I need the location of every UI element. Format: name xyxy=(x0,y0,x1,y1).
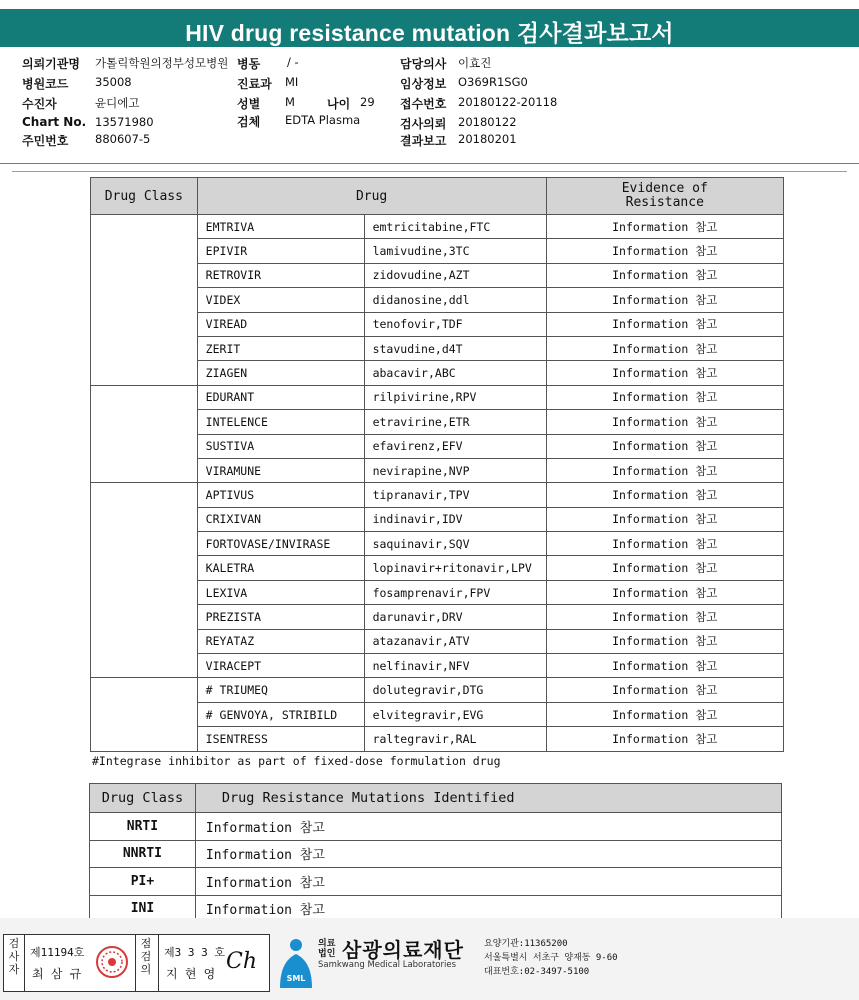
drug-class-header: Drug Class xyxy=(91,178,198,215)
drug-brand-cell: FORTOVASE/INVIRASE xyxy=(197,532,364,556)
drug-brand-cell: KALETRA xyxy=(197,556,364,580)
signature-box xyxy=(3,934,270,992)
drug-row xyxy=(91,678,784,702)
drug-brand-cell: ZIAGEN xyxy=(197,361,364,385)
drug-evidence-cell: Information 참고 xyxy=(546,532,783,556)
drug-brand-cell: ISENTRESS xyxy=(197,727,364,751)
drug-evidence-cell: Information 참고 xyxy=(546,702,783,726)
drug-brand-cell: # GENVOYA, STRIBILD xyxy=(197,702,364,726)
tester-license: 제11194호 xyxy=(30,946,85,959)
mutation-value: Information 참고 xyxy=(195,813,781,841)
drug-generic-cell: emtricitabine,FTC xyxy=(364,215,546,239)
header-divider xyxy=(0,163,859,164)
mutation-identified-header: Drug Resistance Mutations Identified xyxy=(195,784,781,813)
drug-evidence-table xyxy=(90,177,784,752)
drug-brand-cell: APTIVUS xyxy=(197,483,364,507)
drug-generic-cell: nelfinavir,NFV xyxy=(364,654,546,678)
drug-brand-cell: PREZISTA xyxy=(197,605,364,629)
header-rule xyxy=(12,171,847,172)
drug-generic-cell: tenofovir,TDF xyxy=(364,312,546,336)
drug-brand-cell: EDURANT xyxy=(197,385,364,409)
drug-brand-cell: EMTRIVA xyxy=(197,215,364,239)
drug-generic-cell: rilpivirine,RPV xyxy=(364,385,546,409)
drug-evidence-cell: Information 참고 xyxy=(546,556,783,580)
drug-class-cell xyxy=(91,215,198,386)
drug-evidence-cell: Information 참고 xyxy=(546,336,783,360)
drug-generic-cell: lopinavir+ritonavir,LPV xyxy=(364,556,546,580)
drug-evidence-cell: Information 참고 xyxy=(546,507,783,531)
drug-generic-cell: atazanavir,ATV xyxy=(364,629,546,653)
drug-evidence-cell: Information 참고 xyxy=(546,312,783,336)
drug-row xyxy=(91,215,784,239)
drug-brand-cell: CRIXIVAN xyxy=(197,507,364,531)
drug-evidence-cell: Information 참고 xyxy=(546,215,783,239)
seal-icon xyxy=(94,944,130,980)
drug-evidence-cell: Information 참고 xyxy=(546,727,783,751)
report-title: HIV drug resistance mutation 검사결과보고서 xyxy=(185,20,674,46)
drug-evidence-cell: Information 참고 xyxy=(546,678,783,702)
drug-class-cell xyxy=(91,483,198,678)
org-name: 삼광의료재단 xyxy=(342,938,464,962)
drug-row xyxy=(91,483,784,507)
drug-generic-cell: raltegravir,RAL xyxy=(364,727,546,751)
mutation-value: Information 참고 xyxy=(195,868,781,896)
mutation-class: INI xyxy=(90,895,196,923)
mutation-class: NNRTI xyxy=(90,840,196,868)
drug-brand-cell: RETROVIR xyxy=(197,263,364,287)
org-prefix: 의료법인 xyxy=(318,939,336,959)
drug-generic-cell: etravirine,ETR xyxy=(364,410,546,434)
org-code: 요양기관:11365200 xyxy=(484,939,568,949)
drug-evidence-cell: Information 참고 xyxy=(546,410,783,434)
drug-evidence-cell: Information 참고 xyxy=(546,361,783,385)
integrase-footnote: #Integrase inhibitor as part of fixed-dose formulation drug xyxy=(92,754,501,768)
reviewer-name: 지 현 영 xyxy=(166,967,216,981)
drug-generic-cell: didanosine,ddl xyxy=(364,288,546,312)
drug-brand-cell: INTELENCE xyxy=(197,410,364,434)
tester-label: 검 사 자 xyxy=(8,937,20,976)
drug-brand-cell: EPIVIR xyxy=(197,239,364,263)
mutation-value: Information 참고 xyxy=(195,840,781,868)
mutation-row xyxy=(90,813,782,841)
mutation-row xyxy=(90,868,782,896)
sml-logo-icon xyxy=(274,936,316,988)
drug-brand-cell: LEXIVA xyxy=(197,580,364,604)
drug-evidence-cell: Information 참고 xyxy=(546,605,783,629)
reviewer-label: 점 검 의 xyxy=(140,937,152,976)
drug-table-body xyxy=(91,215,784,752)
evidence-header: Evidence of Resistance xyxy=(546,178,783,215)
drug-generic-cell: zidovudine,AZT xyxy=(364,263,546,287)
drug-generic-cell: darunavir,DRV xyxy=(364,605,546,629)
org-address: 서울특별시 서초구 양재동 9-60 xyxy=(484,953,618,963)
mutation-class: NRTI xyxy=(90,813,196,841)
drug-header: Drug xyxy=(197,178,546,215)
mutation-row xyxy=(90,840,782,868)
drug-generic-cell: elvitegravir,EVG xyxy=(364,702,546,726)
drug-brand-cell: VIDEX xyxy=(197,288,364,312)
drug-brand-cell: REYATAZ xyxy=(197,629,364,653)
org-english-name: Samkwang Medical Laboratories xyxy=(318,960,457,970)
drug-evidence-cell: Information 참고 xyxy=(546,629,783,653)
drug-evidence-cell: Information 참고 xyxy=(546,434,783,458)
drug-evidence-cell: Information 참고 xyxy=(546,654,783,678)
drug-brand-cell: VIRACEPT xyxy=(197,654,364,678)
mutation-class: PI+ xyxy=(90,868,196,896)
organization-block xyxy=(272,934,632,990)
drug-brand-cell: ZERIT xyxy=(197,336,364,360)
drug-generic-cell: tipranavir,TPV xyxy=(364,483,546,507)
drug-brand-cell: VIREAD xyxy=(197,312,364,336)
drug-brand-cell: VIRAMUNE xyxy=(197,458,364,482)
drug-evidence-cell: Information 참고 xyxy=(546,580,783,604)
drug-evidence-cell: Information 참고 xyxy=(546,239,783,263)
drug-generic-cell: indinavir,IDV xyxy=(364,507,546,531)
drug-brand-cell: # TRIUMEQ xyxy=(197,678,364,702)
drug-generic-cell: saquinavir,SQV xyxy=(364,532,546,556)
sml-logo-text: SML xyxy=(286,974,306,983)
reviewer-signature: Ch xyxy=(226,949,258,974)
drug-evidence-cell: Information 참고 xyxy=(546,483,783,507)
drug-generic-cell: abacavir,ABC xyxy=(364,361,546,385)
tester-name: 최 삼 규 xyxy=(32,967,82,981)
drug-evidence-cell: Information 참고 xyxy=(546,288,783,312)
drug-generic-cell: stavudine,d4T xyxy=(364,336,546,360)
title-banner xyxy=(0,9,859,47)
drug-generic-cell: fosamprenavir,FPV xyxy=(364,580,546,604)
drug-generic-cell: dolutegravir,DTG xyxy=(364,678,546,702)
drug-class-cell xyxy=(91,678,198,751)
reviewer-license: 제3 3 3 호 xyxy=(164,946,225,959)
drug-evidence-cell: Information 참고 xyxy=(546,458,783,482)
drug-class-cell xyxy=(91,385,198,483)
drug-evidence-cell: Information 참고 xyxy=(546,263,783,287)
drug-row xyxy=(91,385,784,409)
mutation-table xyxy=(89,783,782,923)
drug-generic-cell: lamivudine,3TC xyxy=(364,239,546,263)
drug-generic-cell: efavirenz,EFV xyxy=(364,434,546,458)
drug-generic-cell: nevirapine,NVP xyxy=(364,458,546,482)
mutation-value: Information 참고 xyxy=(195,895,781,923)
mutation-class-header: Drug Class xyxy=(90,784,196,813)
org-phone: 대표번호:02-3497-5100 xyxy=(484,967,590,977)
org-contact xyxy=(484,937,618,979)
drug-brand-cell: SUSTIVA xyxy=(197,434,364,458)
drug-evidence-cell: Information 참고 xyxy=(546,385,783,409)
